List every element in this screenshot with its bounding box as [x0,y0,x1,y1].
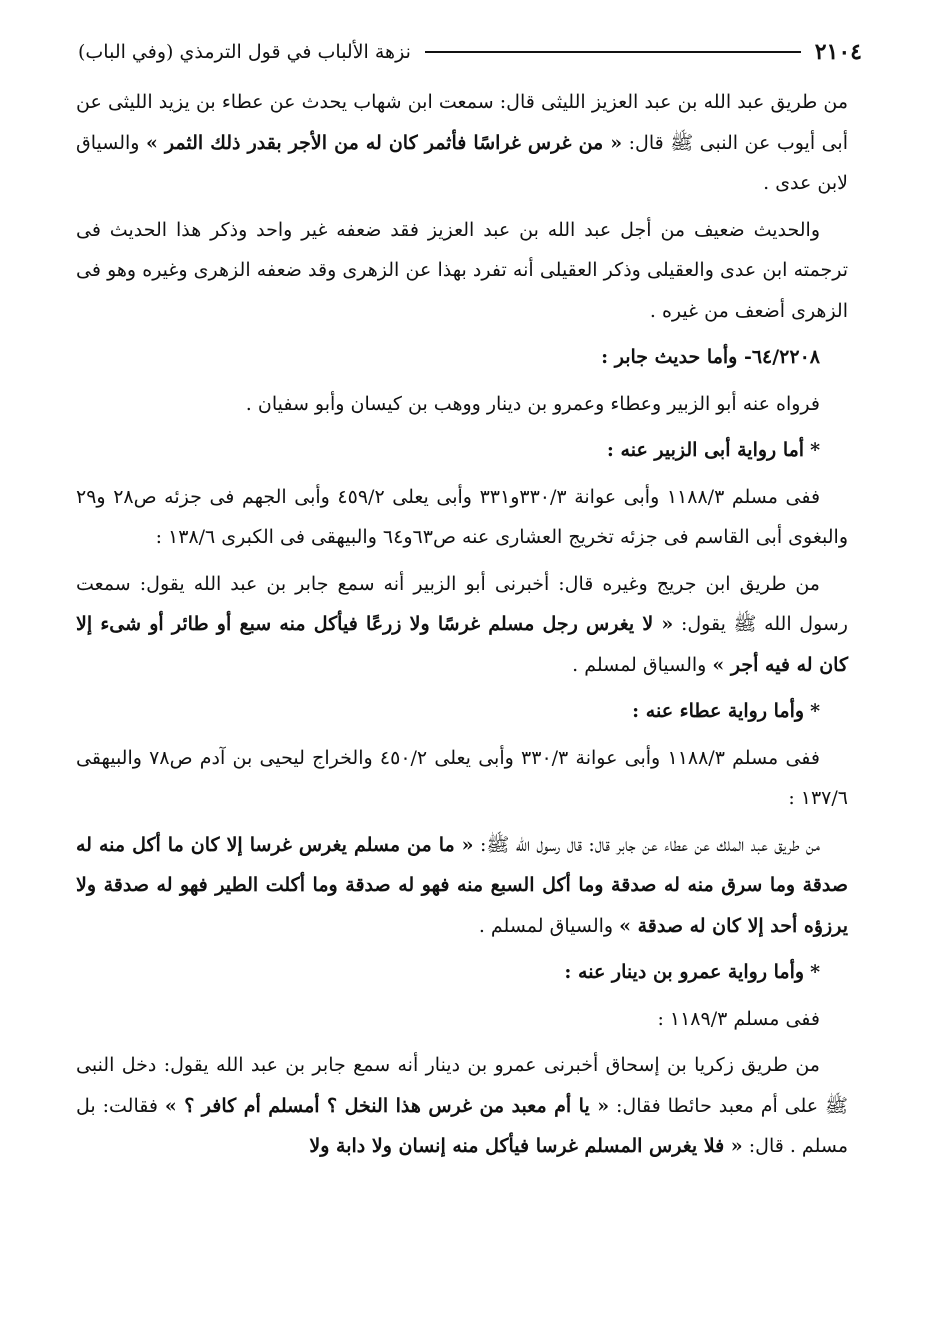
hadith-quote: « ما من مسلم يغرس غرسا إلا كان ما أكل منه له صدقة وما سرق منه له صدقة وما أكل السبع منه فهو له صدقة وما أكلت الطير فهو له صدقة ولا يرزؤه أحد إلا كان له صدقة » [76,833,848,937]
subsection-heading [76,691,848,732]
paragraph: فرواه عنه أبو الزبير وعطاء وعمرو بن دينار ووهب بن كيسان وأبو سفيان . [245,392,820,415]
subsection-heading [76,430,848,471]
paragraph-text: والسياق لمسلم . [478,914,614,937]
paragraph-text: من طريق زكريا بن إسحاق أخبرنى عمرو بن دينار أنه سمع جابر بن عبد الله يقول: دخل النبى ﷺ على أم معبد حائطا فقال: [76,1054,849,1117]
subsection-heading-text: أما رواية أبى الزبير عنه : [606,439,805,461]
subsection-heading-text: وأما رواية عطاء عنه : [632,700,805,722]
asterisk-icon: * [810,700,820,722]
paragraph: ففى مسلم ١١٨٩/٣ : [657,1007,820,1030]
paragraph [76,825,848,947]
subsection-heading [76,952,848,993]
asterisk-icon: * [810,439,820,461]
paragraph-text: والسياق لمسلم . [572,653,707,676]
hadith-quote: « لا يغرس رجل مسلم غرسًا ولا زرعًا فيأكل منه سبع أو طائر أو شىء إلا كان له فيه أجر » [76,613,848,676]
hadith-quote: « من غرس غراسًا فأثمر كان له من الأجر بقدر ذلك الثمر » [145,131,623,154]
paragraph: والحديث ضعيف من أجل عبد الله بن عبد العزيز فقد ضعفه غير واحد وذكر هذا الحديث فى ترجمته ابن عدى والعقيلى وذكر العقيلى أنه تفرد بهذا عن الزهرى وقد ضعفه الزهرى وغيره وهو فى الزهرى أضعف من غيره . [76,218,848,322]
asterisk-icon: * [810,961,820,983]
paragraph [76,1045,848,1167]
paragraph-text: والسياق لابن عدى . [76,131,848,194]
paragraph-text: من طريق عبد الملك عن عطاء عن جابر قال: قال رسول الله ﷺ: [479,833,820,856]
subsection-heading-text: وأما رواية عمرو بن دينار عنه : [564,961,805,983]
section-heading: ٦٤/٢٢٠٨- وأما حديث جابر : [601,346,820,368]
paragraph-text: من طريق عبد الله بن عبد العزيز الليثى قال: سمعت ابن شهاب يحدث عن عطاء بن يزيد الليثى عن أبى أيوب عن النبى ﷺ قال: [76,91,848,154]
page-body [76,82,848,1173]
header-rule [425,51,801,53]
hadith-quote: « يا أم معبد من غرس هذا النخل ؟ أمسلم أم كافر ؟ » [164,1094,610,1117]
paragraph [76,564,848,686]
paragraph [76,82,848,204]
paragraph: ففى مسلم ١١٨٨/٣ وأبى عوانة ٣٣٠/٣و٣٣١ وأبى يعلى ٤٥٩/٢ وأبى الجهم فى جزئه ص٢٨ و٢٩ والبغوى أبى القاسم فى جزئه تخريج العشارى عنه ص٦٣و٦٤ والبيهقى فى الكبرى ١٣٨/٦ : [76,485,848,548]
paragraph-text: من طريق ابن جريج وغيره قال: أخبرنى أبو الزبير أنه سمع جابر بن عبد الله يقول: سمعت رسول الله ﷺ يقول: [76,572,848,635]
paragraph-text: فقالت: بل مسلم . قال: [76,1094,848,1157]
hadith-quote: « فلا يغرس المسلم غرسا فيأكل منه إنسان ولا دابة ولا [309,1135,743,1157]
running-title: نزهة الألباب في قول الترمذي (وفي الباب) [78,41,411,63]
running-header [78,34,862,70]
paragraph: ففى مسلم ١١٨٨/٣ وأبى عوانة ٣٣٠/٣ وأبى يعلى ٤٥٠/٢ والخراج ليحيى بن آدم ص٧٨ والبيهقى ١٣٧/٦ : [76,746,848,809]
page-number: ٢١٠٤ [814,39,862,65]
